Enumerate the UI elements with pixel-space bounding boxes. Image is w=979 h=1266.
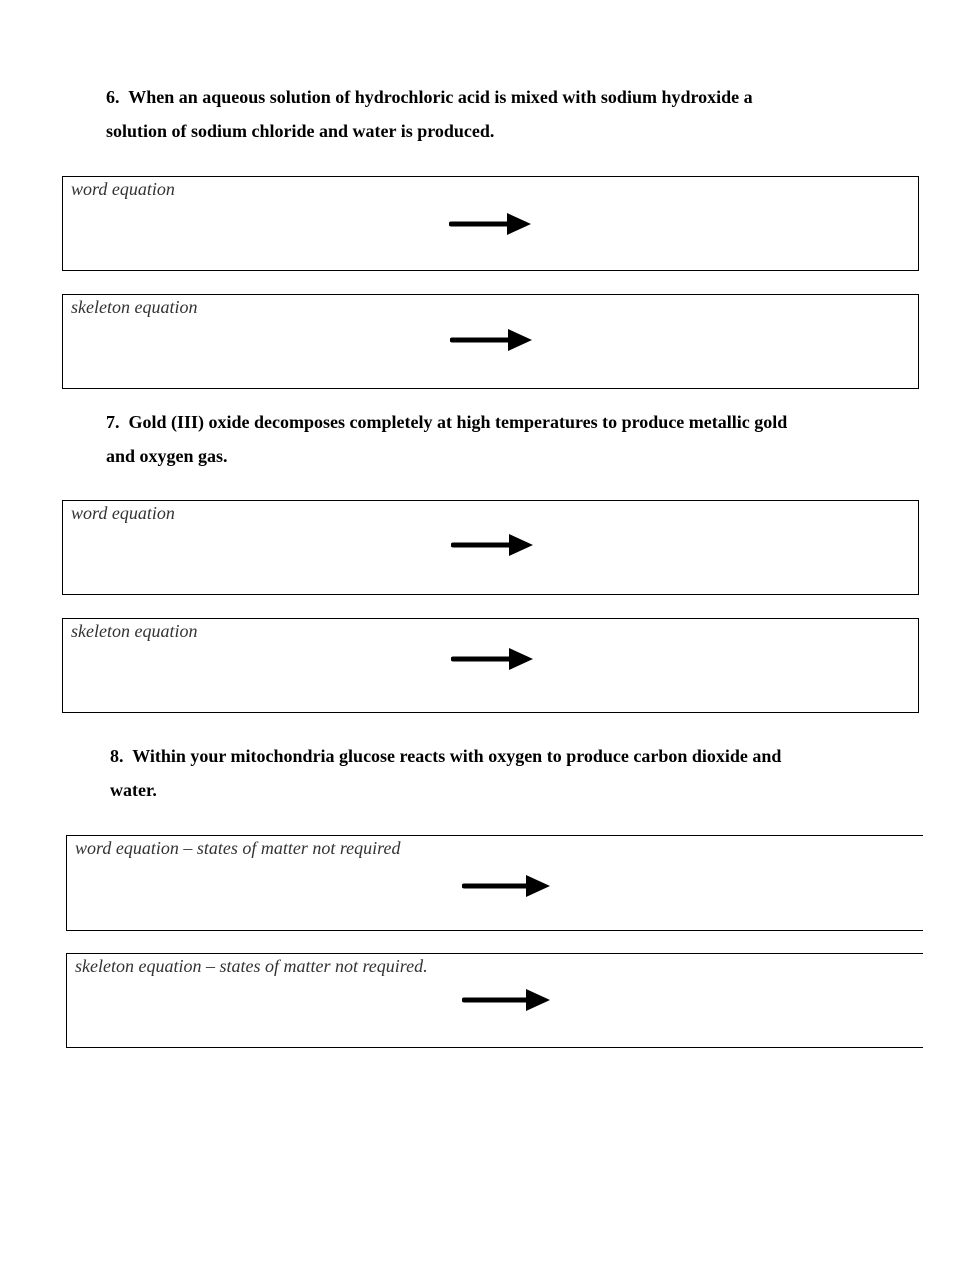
q8-skeleton-equation-label: skeleton equation – states of matter not required. bbox=[75, 956, 428, 976]
question-7-number: 7. bbox=[106, 412, 120, 432]
q6-skeleton-equation-box[interactable] bbox=[62, 294, 919, 389]
right-arrow-icon bbox=[451, 646, 535, 672]
q6-word-equation-label: word equation bbox=[71, 179, 175, 199]
question-7-line-1: 7. Gold (III) oxide decomposes completely at high temperatures to produce metallic gold bbox=[106, 412, 788, 432]
q7-word-equation-label: word equation bbox=[71, 503, 175, 523]
q7-word-equation-box[interactable] bbox=[62, 500, 919, 595]
q8-skeleton-equation-box[interactable] bbox=[66, 953, 923, 1048]
q6-word-equation-box[interactable] bbox=[62, 176, 919, 271]
q8-word-equation-box[interactable] bbox=[66, 835, 923, 931]
q7-skeleton-equation-label: skeleton equation bbox=[71, 621, 198, 641]
right-arrow-icon bbox=[462, 987, 552, 1013]
question-8-line-1: 8. Within your mitochondria glucose reacts with oxygen to produce carbon dioxide and bbox=[110, 746, 782, 766]
question-6-line-2: solution of sodium chloride and water is produced. bbox=[106, 121, 495, 141]
q6-skeleton-equation-label: skeleton equation bbox=[71, 297, 198, 317]
q7-skeleton-equation-box[interactable] bbox=[62, 618, 919, 713]
right-arrow-icon bbox=[451, 532, 535, 558]
q8-word-equation-label: word equation – states of matter not required bbox=[75, 838, 401, 858]
question-8 bbox=[110, 739, 781, 807]
right-arrow-icon bbox=[450, 327, 534, 353]
question-6 bbox=[106, 80, 753, 148]
question-7 bbox=[106, 405, 787, 473]
right-arrow-icon bbox=[449, 211, 533, 237]
question-8-number: 8. bbox=[110, 746, 124, 766]
question-6-line-1: 6. When an aqueous solution of hydrochloric acid is mixed with sodium hydroxide a bbox=[106, 87, 753, 107]
right-arrow-icon bbox=[462, 873, 552, 899]
question-7-line-2: and oxygen gas. bbox=[106, 446, 228, 466]
question-8-line-2: water. bbox=[110, 780, 157, 800]
question-6-number: 6. bbox=[106, 87, 120, 107]
